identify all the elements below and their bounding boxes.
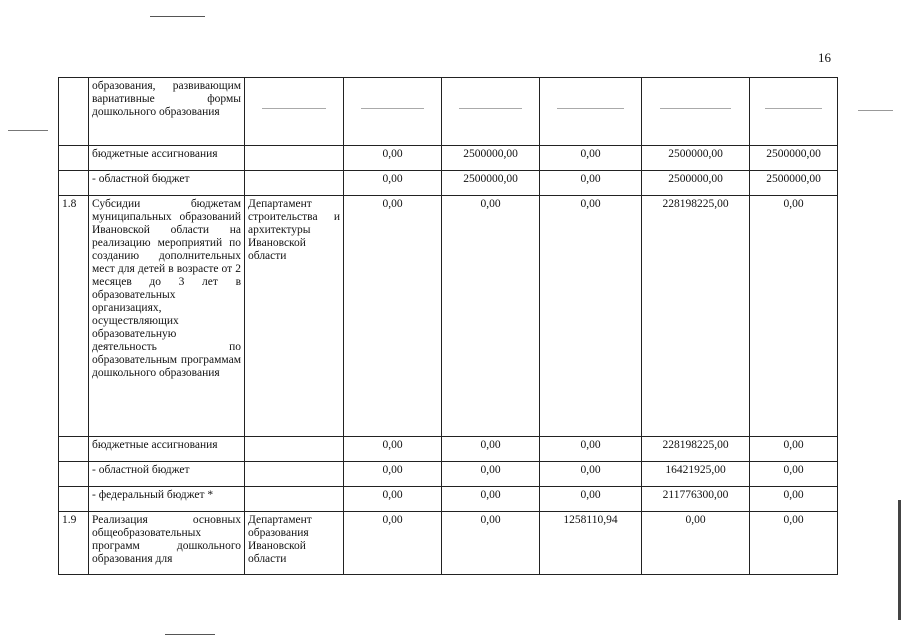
- value-cell: 0,00: [750, 437, 838, 462]
- value-cell: 0,00: [540, 437, 642, 462]
- value-cell: 0,00: [540, 487, 642, 512]
- value-cell: 2500000,00: [750, 171, 838, 196]
- row-executor: Департамент строительства и архитектуры Ивановской области: [245, 196, 344, 437]
- row-description: Реализация основных общеобразовательных программ дошкольного образования для: [89, 512, 245, 575]
- value-cell: 0,00: [442, 512, 540, 575]
- scan-artifact: [858, 110, 893, 111]
- value-cell: 16421925,00: [642, 462, 750, 487]
- table-row-item-1-9: [59, 512, 838, 575]
- value-cell: [642, 78, 750, 146]
- value-cell: 0,00: [442, 487, 540, 512]
- value-cell: 0,00: [344, 437, 442, 462]
- value-cell: 0,00: [442, 196, 540, 437]
- row-executor: Департамент образования Ивановской области: [245, 512, 344, 575]
- value-cell: 0,00: [442, 462, 540, 487]
- row-description: образования, развивающим вариативные формы дошкольного образования: [89, 78, 245, 146]
- value-cell: 0,00: [344, 196, 442, 437]
- value-cell: 0,00: [540, 146, 642, 171]
- row-code: [59, 171, 89, 196]
- value-cell: 2500000,00: [642, 146, 750, 171]
- value-cell: 2500000,00: [442, 146, 540, 171]
- scan-artifact: [165, 634, 215, 635]
- value-cell: 2500000,00: [750, 146, 838, 171]
- value-cell: [344, 78, 442, 146]
- table-row: [59, 78, 838, 146]
- value-cell: 1258110,94: [540, 512, 642, 575]
- row-code: [59, 462, 89, 487]
- value-cell: 0,00: [442, 437, 540, 462]
- value-cell: 0,00: [344, 487, 442, 512]
- row-executor: [245, 171, 344, 196]
- table-row: [59, 462, 838, 487]
- scan-artifact: [8, 130, 48, 131]
- table-row-item-1-8: [59, 196, 838, 437]
- value-cell: 0,00: [540, 462, 642, 487]
- value-cell: 228198225,00: [642, 437, 750, 462]
- value-cell: 0,00: [344, 171, 442, 196]
- row-code: 1.8: [59, 196, 89, 437]
- page-number: 16: [818, 50, 831, 65]
- scan-artifact: [150, 16, 205, 17]
- value-cell: [750, 78, 838, 146]
- value-cell: 0,00: [642, 512, 750, 575]
- row-executor: [245, 487, 344, 512]
- value-cell: 0,00: [750, 196, 838, 437]
- row-code: 1.9: [59, 512, 89, 575]
- row-description: - областной бюджет: [89, 171, 245, 196]
- value-cell: 0,00: [540, 171, 642, 196]
- value-cell: 2500000,00: [642, 171, 750, 196]
- row-executor: [245, 78, 344, 146]
- value-cell: 0,00: [750, 487, 838, 512]
- value-cell: 0,00: [344, 462, 442, 487]
- value-cell: 0,00: [750, 462, 838, 487]
- table-row: [59, 146, 838, 171]
- budget-table: [58, 77, 838, 575]
- row-description: - областной бюджет: [89, 462, 245, 487]
- value-cell: 211776300,00: [642, 487, 750, 512]
- row-executor: [245, 437, 344, 462]
- value-cell: [540, 78, 642, 146]
- table-row: [59, 487, 838, 512]
- value-cell: 2500000,00: [442, 171, 540, 196]
- row-code: [59, 146, 89, 171]
- row-description: - федеральный бюджет *: [89, 487, 245, 512]
- row-description: бюджетные ассигнования: [89, 146, 245, 171]
- row-code: [59, 487, 89, 512]
- row-code: [59, 437, 89, 462]
- value-cell: 0,00: [344, 146, 442, 171]
- scan-edge-artifact: [898, 500, 901, 620]
- table-row: [59, 171, 838, 196]
- table-row: [59, 437, 838, 462]
- row-description: Субсидии бюджетам муниципальных образований Ивановской области на реализацию мероприятий по созданию дополнительных мест для детей в возрасте от 2 месяцев до 3 лет в образовательных организациях, осуществляющих образовательную деятельность по образовательным программам дошкольного образования: [89, 196, 245, 437]
- value-cell: 0,00: [750, 512, 838, 575]
- value-cell: 0,00: [344, 512, 442, 575]
- value-cell: 228198225,00: [642, 196, 750, 437]
- row-description: бюджетные ассигнования: [89, 437, 245, 462]
- value-cell: [442, 78, 540, 146]
- value-cell: 0,00: [540, 196, 642, 437]
- row-executor: [245, 146, 344, 171]
- row-code: [59, 78, 89, 146]
- row-executor: [245, 462, 344, 487]
